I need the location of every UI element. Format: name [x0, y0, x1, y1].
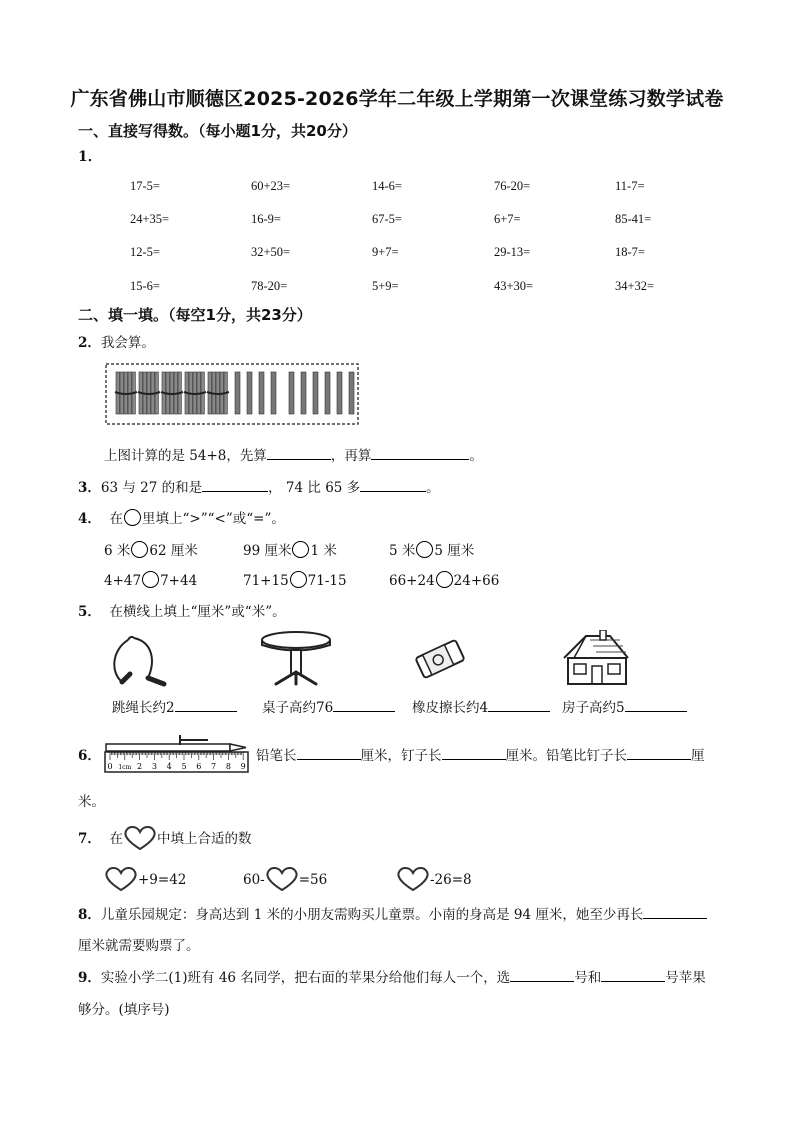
loose-stick [313, 372, 318, 414]
compare-circle[interactable] [292, 541, 309, 558]
calc-item[interactable]: 9+7= [372, 245, 399, 259]
compare-circle[interactable] [416, 541, 433, 558]
stick-bundle [138, 372, 160, 414]
compare-circle[interactable] [290, 571, 307, 588]
unit-fill-label: 桌子高约76 [262, 700, 334, 716]
compare-left: 4+47 [104, 573, 142, 589]
ruler-tick-label: 0 [107, 762, 113, 771]
q2-prompt: 2．我会算。 [78, 335, 155, 351]
document-title: 广东省佛山市顺德区2025-2026学年二年级上学期第一次课堂练习数学试卷 [70, 88, 724, 110]
q9-blank-2[interactable] [601, 969, 665, 982]
stick-bundle [161, 372, 183, 414]
unit-fill-item [112, 696, 237, 716]
compare-circle[interactable] [131, 541, 148, 558]
ruler-tick-label: 6 [196, 762, 202, 771]
calc-item[interactable]: 24+35= [130, 212, 170, 226]
compare-circle[interactable] [436, 571, 453, 588]
heart-blank-icon[interactable] [265, 866, 299, 892]
loose-stick [325, 372, 330, 414]
loose-stick [349, 372, 354, 414]
jump-rope-icon [108, 632, 174, 688]
loose-stick [301, 372, 306, 414]
compare-right: 62 厘米 [149, 543, 198, 559]
compare-item [104, 571, 197, 589]
heart-blank-icon[interactable] [396, 866, 430, 892]
q6-question: 铅笔长 厘米，钉子长 厘米。铅笔比钉子长 厘 [256, 748, 705, 764]
compare-circle[interactable] [142, 571, 159, 588]
calc-item[interactable]: 11-7= [615, 179, 645, 193]
unit-fill-label: 房子高约5 [562, 700, 625, 716]
house-icon [560, 630, 632, 686]
compare-circle-icon [124, 509, 141, 526]
compare-left: 6 米 [104, 543, 131, 559]
unit-fill-item [412, 696, 550, 716]
q9-blank-1[interactable] [510, 969, 574, 982]
compare-left: 71+15 [243, 573, 289, 589]
unit-fill-label: 橡皮擦长约4 [412, 700, 489, 716]
q9-line-2: 够分。(填序号) [78, 1002, 170, 1018]
compare-right: 24+66 [453, 573, 500, 589]
compare-item [243, 539, 337, 559]
stick-bundle [115, 372, 137, 414]
loose-stick [235, 372, 240, 414]
calc-item[interactable]: 18-7= [615, 245, 645, 259]
equation-before: 60- [243, 872, 265, 888]
section-2-heading: 二、填一填。（每空1分，共23分） [78, 306, 312, 324]
calc-item[interactable]: 6+7= [494, 212, 521, 226]
ruler-tick-label: 4 [166, 762, 172, 771]
unit-fill-item [262, 696, 395, 716]
ruler-with-pencil-and-nail-image [104, 730, 250, 774]
calc-item[interactable]: 14-6= [372, 179, 402, 193]
round-table-icon [258, 628, 334, 688]
calc-item[interactable]: 17-5= [130, 179, 160, 193]
compare-right: 7+44 [160, 573, 198, 589]
q3-blank-1[interactable] [202, 479, 268, 492]
calc-item[interactable]: 85-41= [615, 212, 652, 226]
q8-blank[interactable] [643, 906, 707, 919]
q6-continuation: 米。 [78, 794, 105, 810]
q9-line-1: 9．实验小学二(1)班有 46 名同学，把右面的苹果分给他们每人一个，选 号和 号苹果 [78, 970, 706, 986]
compare-item [389, 571, 499, 589]
ruler-tick-label: 1cm [118, 764, 132, 771]
ruler-tick-label: 7 [211, 762, 217, 771]
unit-blank[interactable] [625, 699, 687, 712]
q6-blank-1[interactable] [297, 747, 361, 760]
ruler-tick-label: 8 [225, 762, 231, 771]
calc-item[interactable]: 78-20= [251, 279, 288, 293]
calc-item[interactable]: 60+23= [251, 179, 291, 193]
q6-blank-3[interactable] [627, 747, 691, 760]
heart-equation [104, 866, 186, 892]
eraser-icon [412, 634, 468, 684]
compare-left: 99 厘米 [243, 543, 292, 559]
q2-blank-2[interactable] [371, 447, 469, 460]
unit-blank[interactable] [333, 699, 395, 712]
sticks-bundle-image [104, 362, 360, 428]
section-1-heading: 一、直接写得数。（每小题1分，共20分） [78, 122, 357, 140]
q6-blank-2[interactable] [442, 747, 506, 760]
unit-blank[interactable] [488, 699, 550, 712]
ruler-tick-label: 2 [137, 762, 143, 771]
calc-item[interactable]: 67-5= [372, 212, 402, 226]
calc-item[interactable]: 34+32= [615, 279, 655, 293]
q2-blank-1[interactable] [267, 447, 331, 460]
q3: 3．63 与 27 的和是 ， 74 比 65 多 。 [78, 480, 440, 496]
calc-item[interactable]: 76-20= [494, 179, 531, 193]
loose-stick [247, 372, 252, 414]
compare-left: 5 米 [389, 543, 416, 559]
ruler-tick-label: 9 [240, 762, 246, 771]
calc-item[interactable]: 16-9= [251, 212, 281, 226]
q7-prompt: 7． 在 中填上合适的数 [78, 825, 252, 851]
calc-item[interactable]: 12-5= [130, 245, 160, 259]
ruler-tick-label: 3 [151, 762, 157, 771]
unit-blank[interactable] [175, 699, 237, 712]
q8-line-1: 8．儿童乐园规定：身高达到 1 米的小朋友需购买儿童票。小南的身高是 94 厘米，她至少再长 [78, 903, 707, 923]
unit-fill-item [562, 696, 687, 716]
compare-item [389, 539, 474, 559]
q5-prompt: 5． 在横线上填上“厘米”或“米”。 [78, 604, 286, 620]
compare-right: 71-15 [307, 573, 347, 589]
equation-after: +9=42 [138, 872, 187, 888]
compare-item [243, 571, 347, 589]
compare-left: 66+24 [389, 573, 435, 589]
q8-line-2: 厘米就需要购票了。 [78, 938, 200, 954]
q4-prompt: 4． 在 里填上“>”“<”或“=”。 [78, 511, 285, 527]
calc-item[interactable]: 43+30= [494, 279, 534, 293]
compare-right: 1 米 [310, 543, 337, 559]
stick-bundle [184, 372, 206, 414]
equation-after: -26=8 [430, 872, 472, 888]
q6-number: 6． [78, 748, 101, 764]
loose-stick [271, 372, 276, 414]
unit-fill-label: 跳绳长约2 [112, 700, 175, 716]
calc-item[interactable]: 15-6= [130, 279, 160, 293]
ruler-tick-label: 5 [181, 762, 187, 771]
compare-right: 5 厘米 [434, 543, 475, 559]
q3-blank-2[interactable] [360, 479, 426, 492]
q1-number: 1． [78, 149, 102, 165]
heart-equation [396, 866, 472, 892]
loose-stick [337, 372, 342, 414]
compare-item [104, 539, 198, 559]
stick-bundle [207, 372, 229, 414]
equation-after: =56 [298, 872, 328, 888]
calc-item[interactable]: 5+9= [372, 279, 399, 293]
calc-item[interactable]: 29-13= [494, 245, 531, 259]
heart-blank-icon[interactable] [104, 866, 138, 892]
calc-item[interactable]: 32+50= [251, 245, 291, 259]
heart-equation [243, 866, 327, 892]
loose-stick [259, 372, 264, 414]
loose-stick [289, 372, 294, 414]
heart-icon [123, 825, 157, 851]
q2-question: 上图计算的是 54+8，先算 ，再算 。 [104, 448, 483, 464]
